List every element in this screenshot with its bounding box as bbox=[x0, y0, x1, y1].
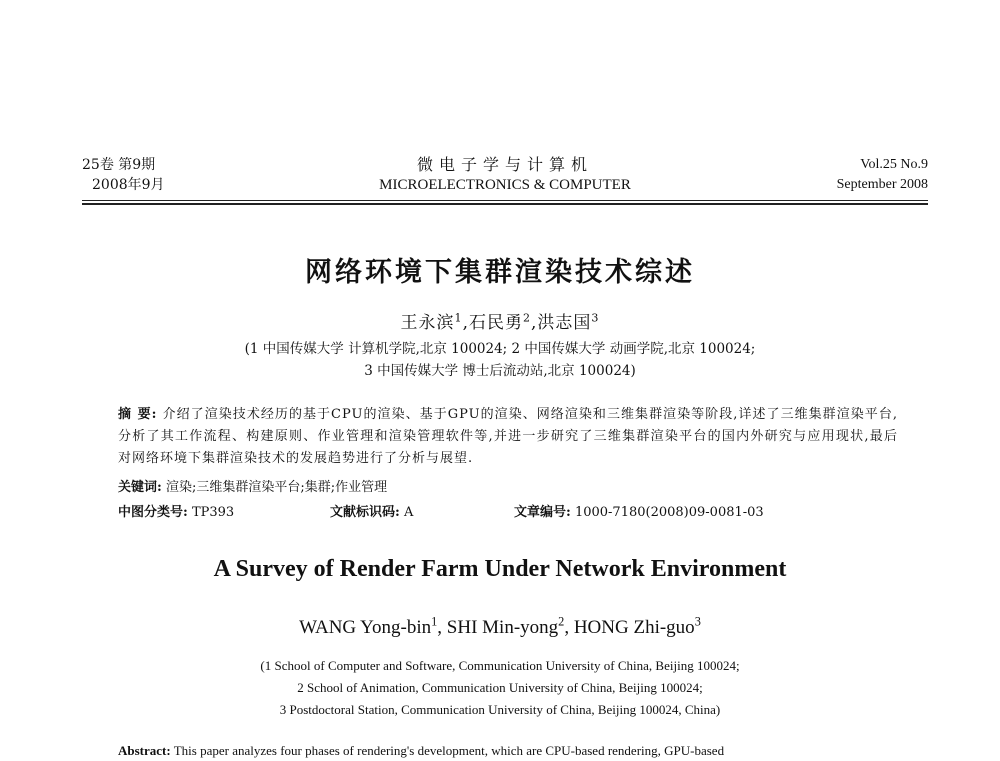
abstract-cn-text: 介绍了渲染技术经历的基于CPU的渲染、基于GPU的渲染、网络渲染和三维集群渲染等阶段,详述了三维集群渲染平台,分析了其工作流程、构建原则、作业管理和渲染管理软件等,并进一步研究了三维集群渲染平台的国内外研究与应用现状,最后对网络环境下集群渲染技术的发展趋势进行了分析与展望. bbox=[118, 407, 898, 466]
author-2-en: SHI Min-yong bbox=[446, 617, 559, 638]
author-2: 石民勇 bbox=[468, 313, 523, 333]
volume-issue-cn: 25卷 第9期 bbox=[82, 157, 156, 173]
author-2-en-sup: 2 bbox=[558, 614, 565, 629]
running-header bbox=[82, 155, 928, 199]
abstract-cn-label: 摘 要: bbox=[118, 407, 158, 422]
abstract-en-label: Abstract: bbox=[118, 743, 171, 758]
affiliation-cn-line: (1 中国传媒大学 计算机学院,北京 100024; 2 中国传媒大学 动画学院,北京 100024; bbox=[244, 341, 756, 357]
author-3-en-sup: 3 bbox=[694, 614, 701, 629]
affiliation-en-line: (1 School of Computer and Software, Communication University of China, Beijing 100024; bbox=[260, 658, 740, 673]
affiliations-en bbox=[0, 655, 1000, 721]
clc-label: 中图分类号: bbox=[118, 505, 188, 520]
keywords-cn-text: 渲染;三维集群渲染平台;集群;作业管理 bbox=[165, 480, 388, 495]
date-cn: 2008年9月 bbox=[92, 177, 165, 193]
author-1-en: WANG Yong-bin bbox=[299, 617, 432, 638]
keywords-cn-label: 关键词: bbox=[118, 480, 162, 495]
affiliation-en-line: 3 Postdoctoral Station, Communication University of China, Beijing 100024, China) bbox=[279, 702, 721, 717]
article-number-value: 1000-7180(2008)09-0081-03 bbox=[574, 505, 764, 520]
header-rule-thin bbox=[82, 200, 928, 201]
date-en: September 2008 bbox=[836, 177, 928, 192]
authors-cn: 王永滨$^1$,石民勇$^2$,洪志国$^3$ bbox=[400, 311, 600, 333]
article-number bbox=[514, 503, 764, 523]
affiliation-en-line: 2 School of Animation, Communication University of China, Beijing 100024; bbox=[297, 680, 703, 695]
affiliations-cn bbox=[0, 338, 1000, 382]
author-1-sup: 1 bbox=[454, 311, 463, 325]
paper-title-cn: 网络环境下集群渲染技术综述 bbox=[305, 257, 695, 288]
article-number-label: 文章编号: bbox=[514, 505, 571, 520]
issue-info-en bbox=[837, 155, 928, 195]
document-code bbox=[330, 503, 413, 523]
paper-title-en: A Survey of Render Farm Under Network Environment bbox=[213, 556, 787, 582]
author-1-en-sup: 1 bbox=[431, 614, 438, 629]
author-3: 洪志国 bbox=[537, 313, 592, 333]
abstract-cn bbox=[118, 404, 898, 470]
doc-code-label: 文献标识码: bbox=[330, 505, 400, 520]
clc-value: TP393 bbox=[191, 505, 235, 520]
volume-issue-en: Vol.25 No.9 bbox=[860, 157, 928, 172]
header-rule-thick bbox=[82, 203, 928, 205]
doc-code-value: A bbox=[403, 505, 414, 520]
journal-name-cn: 微电子学与计算机 bbox=[416, 155, 593, 174]
author-3-en: HONG Zhi-guo bbox=[573, 617, 695, 638]
clc-number bbox=[118, 503, 234, 523]
author-1: 王永滨 bbox=[400, 313, 455, 333]
journal-name-en: MICROELECTRONICS & COMPUTER bbox=[379, 177, 631, 193]
journal-name bbox=[82, 155, 928, 195]
abstract-en bbox=[118, 741, 908, 761]
authors-en: WANG Yong-bin$^1$, SHI Min-yong$^2$, HONG Zhi-guo$^3$ bbox=[299, 614, 701, 638]
keywords-cn bbox=[118, 478, 387, 498]
author-3-sup: 3 bbox=[591, 311, 600, 325]
abstract-en-text: This paper analyzes four phases of rendering's development, which are CPU-based rendering, GPU-based bbox=[173, 743, 725, 758]
affiliation-cn-line: 3 中国传媒大学 博士后流动站,北京 100024) bbox=[364, 363, 636, 379]
author-2-sup: 2 bbox=[522, 311, 532, 325]
